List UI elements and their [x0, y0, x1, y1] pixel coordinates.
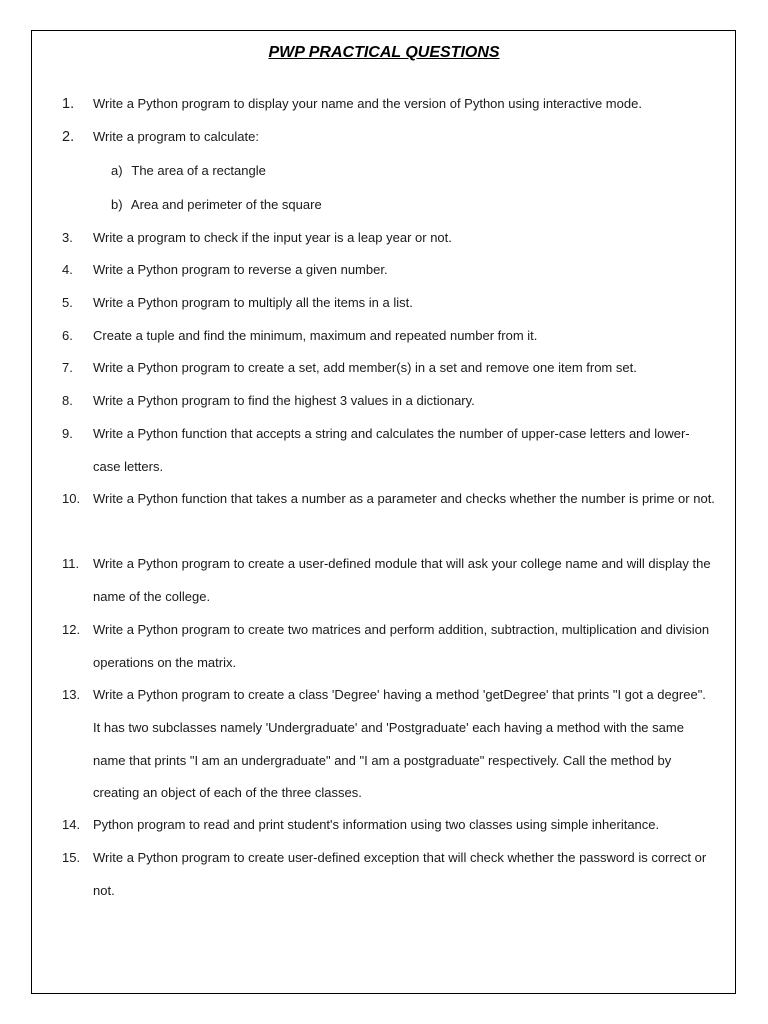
question-5 [62, 287, 716, 320]
question-7 [62, 352, 716, 385]
question-9 [62, 418, 716, 484]
question-text: Write a Python program to create user-defined exception that will check whether the password is correct or not. [93, 850, 707, 898]
question-14 [62, 809, 716, 842]
question-number: 9. [62, 426, 73, 441]
question-number: 8. [62, 393, 73, 408]
sub-question-letter: a) [111, 163, 123, 178]
question-text: Write a Python program to display your name and the version of Python using interactive mode. [93, 96, 642, 111]
question-text: Write a Python program to create two matrices and perform addition, subtraction, multiplication and division operations on the matrix. [93, 622, 710, 670]
question-number: 7. [62, 360, 73, 375]
question-number: 6. [62, 328, 73, 343]
question-10 [62, 483, 716, 516]
question-number: 11. [62, 556, 80, 571]
question-12 [62, 614, 716, 680]
question-11 [62, 548, 716, 614]
question-13 [62, 679, 716, 810]
question-number: 3. [62, 230, 73, 245]
question-text: Write a Python program to create a user-defined module that will ask your college name and will display the name of the college. [93, 556, 711, 604]
question-15 [62, 842, 716, 908]
question-number: 4. [62, 262, 73, 277]
question-number: 1. [62, 96, 75, 112]
question-text: Write a Python program to create a set, add member(s) in a set and remove one item from set. [93, 360, 637, 375]
question-text: Create a tuple and find the minimum, maximum and repeated number from it. [93, 328, 538, 343]
question-4 [62, 254, 716, 287]
question-text: Write a program to calculate: [93, 129, 259, 144]
question-number: 5. [62, 295, 73, 310]
question-text: Write a Python program to reverse a given number. [93, 262, 388, 277]
question-number: 12. [62, 622, 81, 637]
question-text: Write a Python function that accepts a string and calculates the number of upper-case letters and lower-case letters. [93, 426, 690, 474]
question-number: 2. [62, 129, 75, 145]
sub-question-b [111, 189, 322, 222]
question-number: 15. [62, 850, 81, 865]
page-title: PWP PRACTICAL QUESTIONS [268, 44, 500, 61]
sub-question-a [111, 155, 266, 188]
question-number: 13. [62, 687, 81, 702]
question-text: Write a program to check if the input year is a leap year or not. [93, 230, 452, 245]
question-text: Python program to read and print student's information using two classes using simple inheritance. [93, 817, 660, 832]
question-3 [62, 222, 716, 255]
sub-question-letter: b) [111, 197, 123, 212]
question-text: Write a Python function that takes a number as a parameter and checks whether the number is prime or not. [93, 491, 715, 506]
question-2 [62, 121, 716, 154]
sub-question-text: The area of a rectangle [131, 163, 266, 178]
question-text: Write a Python program to multiply all the items in a list. [93, 295, 413, 310]
question-6 [62, 320, 716, 353]
question-number: 14. [62, 817, 81, 832]
question-text: Write a Python program to find the highest 3 values in a dictionary. [93, 393, 475, 408]
sub-question-text: Area and perimeter of the square [130, 197, 322, 212]
question-8 [62, 385, 716, 418]
question-number: 10. [62, 491, 81, 506]
question-1 [62, 88, 716, 121]
question-text: Write a Python program to create a class 'Degree' having a method 'getDegree' that prints "I got a degree". It has two subclasses namely 'Undergraduate' and 'Postgraduate' each having a method with the same name that prints "I am an undergraduate" and "I am a postgraduate" respectively. Call the method by creating an object of each of the three classes. [93, 687, 706, 801]
